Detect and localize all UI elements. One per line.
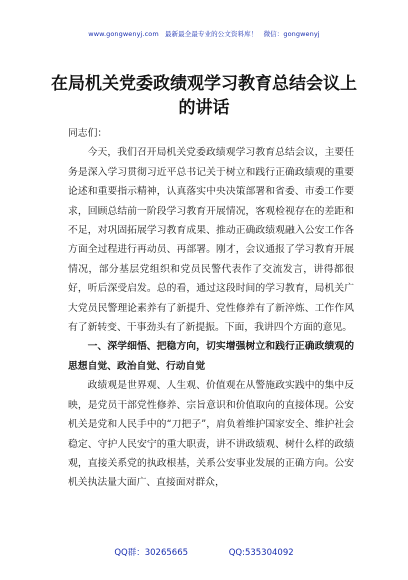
qq-group: QQ群：30265665 [114,548,189,558]
intro-paragraph: 今天，我们召开局机关党委政绩观学习教育总结会议，主要任务是深入学习贯彻习近平总书记关于树立和践行正确政绩观的重要论述和重要指示精神，认真落实中央决策部署和省委、市委工作要求，回顾总结前一阶段学习教育开展情况，客观检视存在的差距和不足，对巩固拓展学习教育成果、推动正确政绩观融入公安工作各方面全过程进行再动员、再部署。刚才，会议通报了学习教育开展情况，部分基层党组织和党员民警代表作了交流发言，讲得都很好，听后深受启发。总的看，通过这段时间的学习教育，局机关广大党员民警理论素养有了新提升、党性修养有了新淬炼、工作作风有了新转变、干事劲头有了新提振。下面，我讲四个方面的意见。 [68,147,354,334]
document-title: 在局机关党委政绩观学习教育总结会议上的讲话 [51,74,357,118]
header-banner [0,29,408,38]
section-heading: 一、深学细悟、把稳方向，切实增强树立和践行正确政绩观的思想自觉、政治自觉、行动自觉 [68,341,354,372]
qq-number: QQ:535304092 [228,548,294,558]
site-link[interactable]: www.gongwenyj.com [88,30,159,38]
section-paragraph: 政绩观是世界观、人生观、价值观在从警施政实践中的集中反映，是党员干部党性修养、宗旨意识和价值取向的直接体现。公安机关是党和人民手中的“刀把子”，肩负着维护国家安全、维护社会稳定、守护人民安宁的重大职责，讲不讲政绩观、树什么样的政绩观，直接关系党的执政根基，关系公安事业发展的正确方向。公安机关执法量大面广、直接面对群众， [68,380,354,489]
footer-banner [0,546,408,558]
site-slogan: 最新最全最专业的公文资料库！ [164,30,258,38]
salutation: 同志们： [68,128,108,139]
document-body [68,124,354,493]
wechat-id: 微信：gongwenyj [263,30,320,38]
